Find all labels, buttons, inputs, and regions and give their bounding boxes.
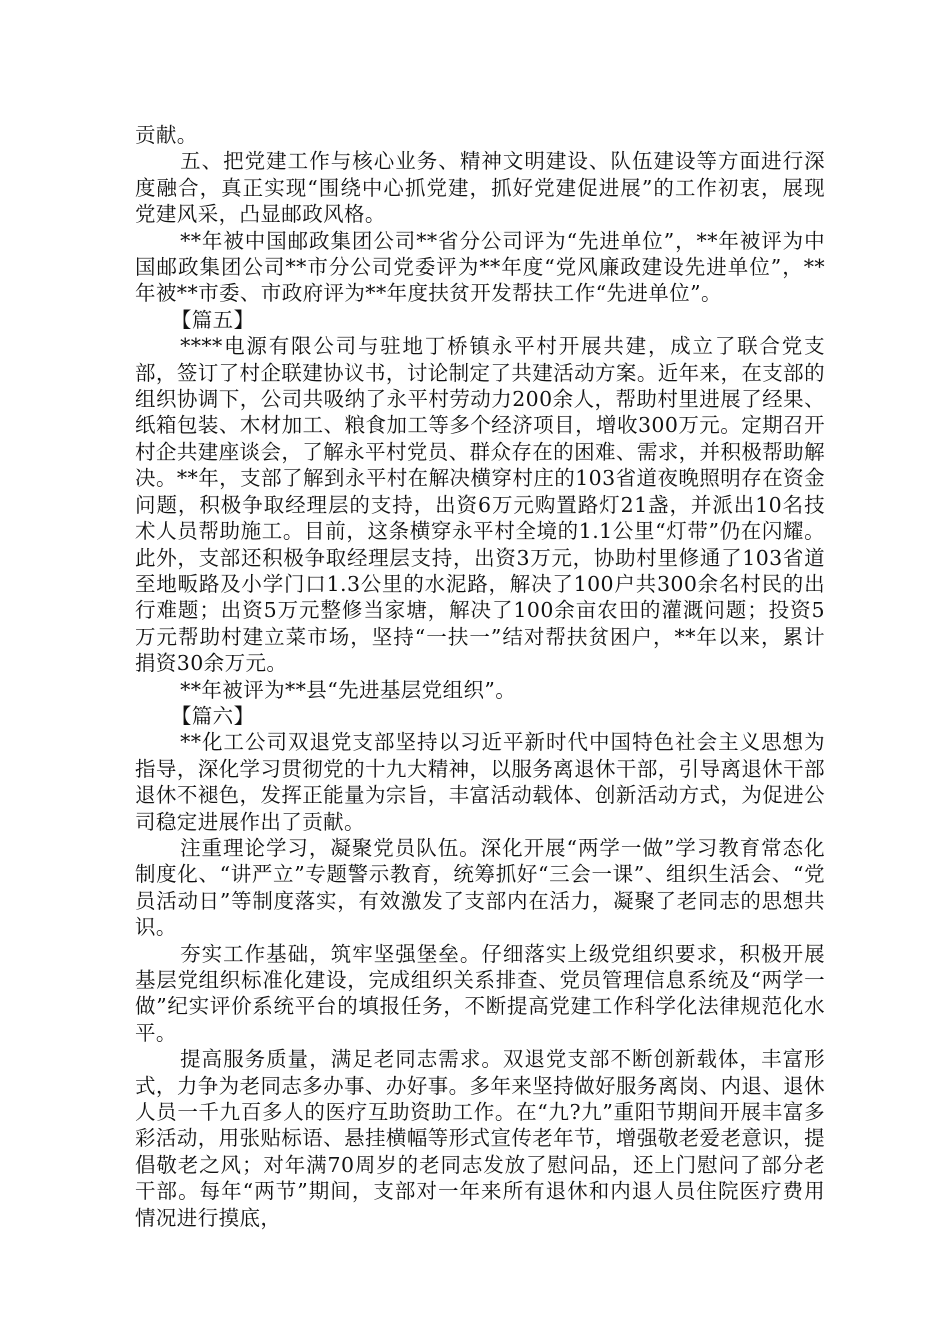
paragraph-work-foundation: 夯实工作基础，筑牢坚强堡垒。仔细落实上级党组织要求，积极开展基层党组织标准化建设，完成组织关系排查、党员管理信息系统及“两学一做”纪实评价系统平台的填报任务，不断提高党建工作科学化法律规范化水平。 xyxy=(135,941,825,1045)
paragraph-continuation: 贡献。 xyxy=(135,123,198,147)
paragraph-point-five: 五、把党建工作与核心业务、精神文明建设、队伍建设等方面进行深度融合，真正实现“围绕中心抓党建，抓好党建促进展”的工作初衷，展现党建风采，凸显邮政风格。 xyxy=(135,149,825,227)
paragraph-theory-study: 注重理论学习，凝聚党员队伍。深化开展“两学一做”学习教育常态化制度化、“讲严立”专题警示教育，统筹抓好“三会一课”、组织生活会、“党员活动日”等制度落实，有效激发了支部内在活力，凝聚了老同志的思想共识。 xyxy=(135,835,825,940)
document-body xyxy=(135,122,825,1231)
section-heading-5: 【篇五】 xyxy=(170,307,255,332)
section-heading-6: 【篇六】 xyxy=(170,703,255,728)
paragraph-awards-2: **年被评为**县“先进基层党组织”。 xyxy=(180,677,517,702)
paragraph-section-5-body: ****电源有限公司与驻地丁桥镇永平村开展共建，成立了联合党支部，签订了村企联建协议书，讨论制定了共建活动方案。近年来，在支部的组织协调下，公司共吸纳了永平村劳动力200余人，帮助村里进展了经果、纸箱包装、木材加工、粮食加工等多个经济项目，增收300万元。定期召开村企共建座谈会，了解永平村党员、群众存在的困难、需求，并积极帮助解决。**年，支部了解到永平村在解决横穿村庄的103省道夜晚照明存在资金问题，积极争取经理层的支持，出资6万元购置路灯21盏，并派出10名技术人员帮助施工。目前，这条横穿永平村全境的1.1公里“灯带”仍在闪耀。此外，支部还积极争取经理层支持，出资3万元，协助村里修通了103省道至地畈路及小学门口1.3公里的水泥路，解决了100户共300余名村民的出行难题；出资5万元整修当家塘，解决了100余亩农田的灌溉问题；投资5万元帮助村建立菜市场，坚持“一扶一”结对帮扶贫困户，**年以来，累计捐资30余万元。 xyxy=(135,334,825,676)
paragraph-section-6-intro: **化工公司双退党支部坚持以习近平新时代中国特色社会主义思想为指导，深化学习贯彻党的十九大精神，以服务离退休干部，引导离退休干部退休不褪色，发挥正能量为宗旨，丰富活动载体、创新活动方式，为促进公司稳定进展作出了贡献。 xyxy=(135,730,825,834)
paragraph-awards-1: **年被中国邮政集团公司**省分公司评为“先进单位”，**年被评为中国邮政集团公司**市分公司党委评为**年度“党风廉政建设先进单位”，**年被**市委、市政府评为**年度扶贫开发帮扶工作“先进单位”。 xyxy=(135,228,825,306)
paragraph-service-quality: 提高服务质量，满足老同志需求。双退党支部不断创新载体，丰富形式，力争为老同志多办事、办好事。多年来坚持做好服务离岗、内退、退休人员一千九百多人的医疗互助资助工作。在“九?九”重阳节期间开展丰富多彩活动，用张贴标语、悬挂横幅等形式宣传老年节，增强敬老爱老意识，提倡敬老之风；对年满70周岁的老同志发放了慰问品，还上门慰问了部分老干部。每年“两节”期间，支部对一年来所有退休和内退人员住院医疗费用情况进行摸底， xyxy=(135,1047,825,1230)
